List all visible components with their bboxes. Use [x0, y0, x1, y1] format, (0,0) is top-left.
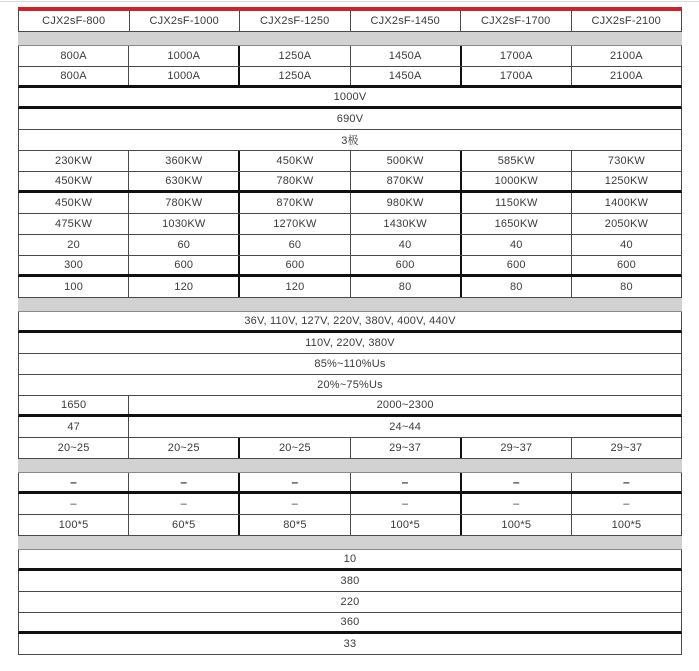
model-header-cell: CJX2sF-1250 [240, 11, 351, 31]
spec-cell: 1250KW [604, 175, 649, 187]
merged-value-cell: 1000V [333, 91, 367, 103]
spec-cell: 585KW [462, 151, 572, 171]
table-row [18, 151, 682, 172]
spec-cell: 100*5 [462, 515, 572, 535]
table-row [18, 46, 682, 67]
spec-cell: 20~25 [19, 438, 129, 458]
section-band [18, 536, 682, 550]
spec-cell: – [623, 498, 630, 510]
spec-cell: 600 [129, 256, 240, 274]
spec-cell: 60*5 [129, 515, 240, 535]
spec-cell: 450KW [240, 151, 350, 171]
table-row [18, 634, 682, 655]
spec-cell: – [351, 494, 462, 514]
table-row [18, 375, 682, 396]
table-row [18, 550, 682, 571]
page-top-hairline [0, 1, 699, 2]
spec-cell: – [19, 473, 129, 491]
merged-value-cell: 20%~75%Us [317, 379, 383, 391]
spec-cell: 60 [240, 235, 350, 255]
table-row [18, 130, 682, 151]
spec-cell: 80 [620, 281, 633, 293]
table-row [18, 88, 682, 109]
spec-cell: 1250A [240, 46, 350, 66]
spec-cell: – [129, 473, 240, 491]
spec-cell: 1430KW [351, 214, 462, 234]
spec-cell: – [462, 494, 572, 514]
spec-cell: 1150KW [462, 193, 572, 213]
spec-cell: 600 [616, 259, 636, 271]
merged-value-cell: 10 [343, 553, 357, 565]
table-row [18, 333, 682, 354]
spec-cell: 47 [19, 417, 129, 437]
spec-cell: 20~25 [129, 438, 240, 458]
table-row [18, 613, 682, 634]
spec-cell: 780KW [129, 193, 240, 213]
spec-cell: 600 [240, 256, 350, 274]
spec-cell: 1030KW [129, 214, 240, 234]
spec-cell: 120 [129, 277, 240, 297]
spec-cell: 40 [351, 235, 462, 255]
spec-table [18, 11, 682, 655]
merged-value-cell: 85%~110%Us [314, 358, 386, 370]
spec-cell: 29~37 [351, 438, 462, 458]
spec-cell: 40 [620, 239, 633, 251]
spec-cell: 40 [462, 235, 572, 255]
spec-cell: 450KW [19, 172, 129, 190]
spec-cell: 20~25 [240, 438, 350, 458]
spec-cell: 1450A [351, 67, 462, 85]
merged-value-cell: 2000~2300 [376, 399, 434, 411]
spec-cell: 80*5 [240, 515, 350, 535]
spec-cell: 29~37 [462, 438, 572, 458]
spec-cell: 500KW [351, 151, 462, 171]
section-band [18, 298, 682, 312]
spec-cell: 2050KW [604, 218, 649, 230]
table-row [18, 515, 682, 536]
table-row [18, 473, 682, 494]
model-header-cell: CJX2sF-1700 [461, 11, 572, 31]
table-row [18, 438, 682, 459]
spec-cell: – [240, 473, 350, 491]
merged-value-cell: 33 [343, 638, 357, 650]
spec-cell: 870KW [351, 172, 462, 190]
spec-cell: 100 [19, 277, 129, 297]
spec-cell: 360KW [129, 151, 240, 171]
table-row [18, 592, 682, 613]
spec-cell: 1270KW [240, 214, 350, 234]
spec-cell: – [623, 475, 630, 489]
spec-cell: 300 [19, 256, 129, 274]
table-row [18, 277, 682, 298]
model-header-cell: CJX2sF-2100 [591, 15, 661, 27]
section-band [18, 32, 682, 46]
table-header-row [18, 11, 682, 32]
table-row [18, 417, 682, 438]
spec-cell: 1450A [351, 46, 462, 66]
table-row [18, 214, 682, 235]
spec-cell: 450KW [19, 193, 129, 213]
table-row [18, 312, 682, 333]
table-row [18, 256, 682, 277]
spec-cell: 600 [351, 256, 462, 274]
spec-cell: 800A [19, 67, 129, 85]
spec-cell: 980KW [351, 193, 462, 213]
merged-value-cell: 220 [340, 596, 360, 608]
spec-cell: 100*5 [351, 515, 462, 535]
section-band [18, 459, 682, 473]
spec-cell: 60 [129, 235, 240, 255]
model-header-cell: CJX2sF-800 [19, 11, 130, 31]
spec-cell: 1000KW [462, 172, 572, 190]
spec-cell: 20 [19, 235, 129, 255]
spec-cell: 780KW [240, 172, 350, 190]
spec-cell: 100*5 [611, 519, 642, 531]
spec-cell: – [129, 494, 240, 514]
table-row [18, 494, 682, 515]
spec-cell: 1650 [19, 396, 129, 414]
spec-cell: 1700A [462, 67, 572, 85]
spec-cell: 630KW [129, 172, 240, 190]
spec-cell: 475KW [19, 214, 129, 234]
spec-cell: 1400KW [604, 197, 649, 209]
merged-value-cell: 36V, 110V, 127V, 220V, 380V, 400V, 440V [244, 315, 456, 327]
spec-cell: 1700A [462, 46, 572, 66]
spec-cell: 2100A [610, 70, 643, 82]
model-header-cell: CJX2sF-1000 [130, 11, 241, 31]
spec-cell: 730KW [607, 155, 645, 167]
table-row [18, 172, 682, 193]
spec-cell: 230KW [19, 151, 129, 171]
spec-cell: – [240, 494, 350, 514]
spec-cell: 80 [351, 277, 462, 297]
table-row [18, 193, 682, 214]
spec-cell: 800A [19, 46, 129, 66]
spec-cell: 600 [462, 256, 572, 274]
table-row [18, 571, 682, 592]
spec-cell: 120 [240, 277, 350, 297]
spec-cell: 870KW [240, 193, 350, 213]
spec-cell: 100*5 [19, 515, 129, 535]
spec-cell: 1000A [129, 67, 240, 85]
table-row [18, 109, 682, 130]
spec-cell: 80 [462, 277, 572, 297]
spec-cell: 1000A [129, 46, 240, 66]
spec-cell: 2100A [610, 50, 643, 62]
spec-cell: – [351, 473, 462, 491]
spec-cell: 1650KW [462, 214, 572, 234]
merged-value-cell: 24~44 [389, 421, 422, 433]
merged-value-cell: 360 [340, 616, 360, 628]
table-row [18, 396, 682, 417]
model-header-cell: CJX2sF-1450 [351, 11, 462, 31]
spec-cell: 29~37 [610, 442, 643, 454]
table-row [18, 354, 682, 375]
merged-value-cell: 690V [336, 113, 364, 125]
table-row [18, 235, 682, 256]
spec-cell: – [462, 473, 572, 491]
merged-value-cell: 3极 [341, 135, 359, 147]
spec-cell: 1250A [240, 67, 350, 85]
merged-value-cell: 380 [340, 575, 360, 587]
spec-cell: – [19, 494, 129, 514]
merged-value-cell: 110V, 220V, 380V [305, 337, 395, 349]
table-row [18, 67, 682, 88]
